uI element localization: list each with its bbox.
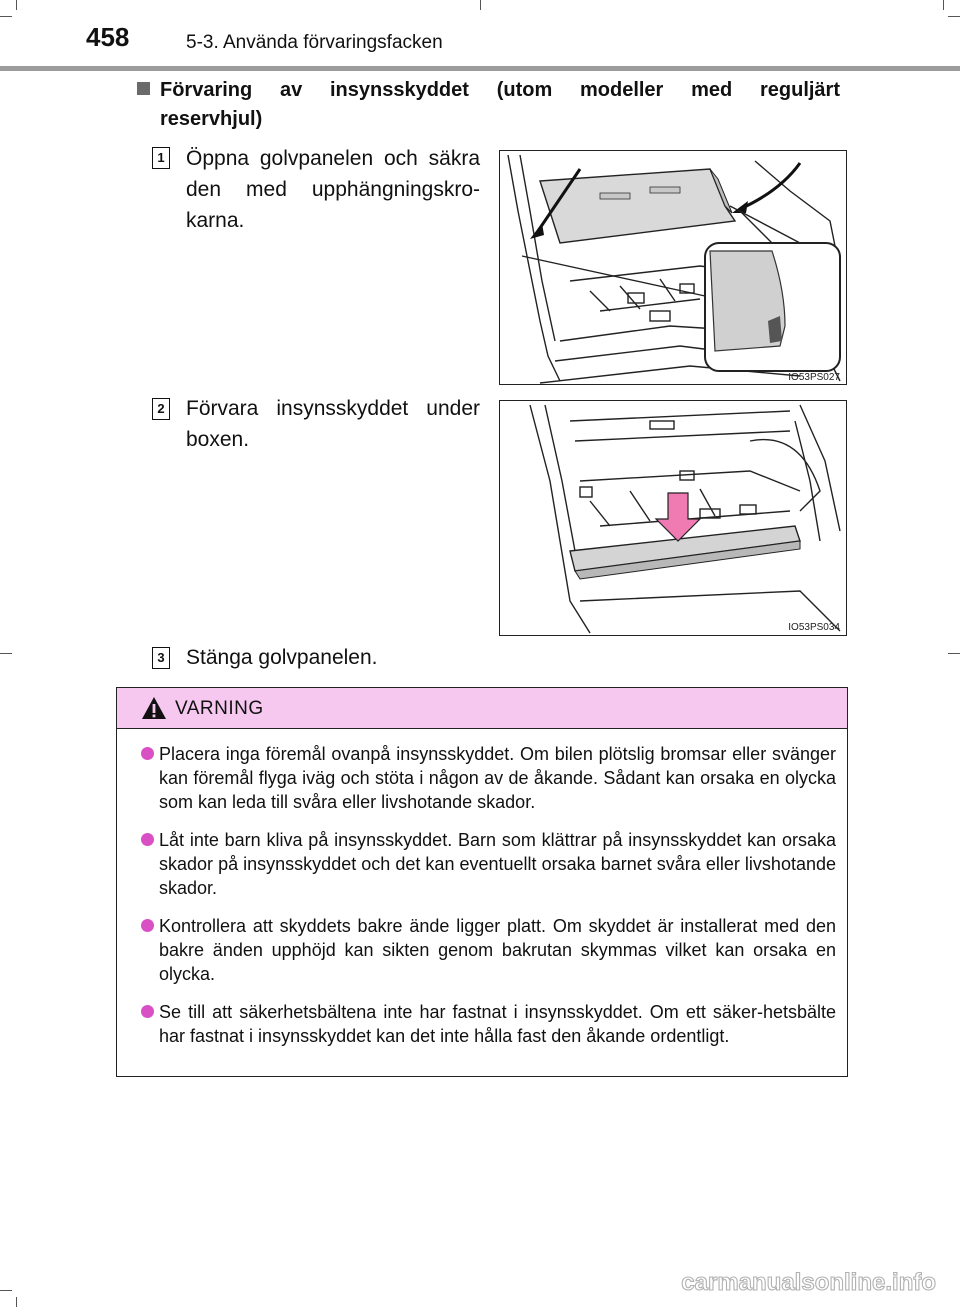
warning-box	[116, 687, 848, 1077]
warning-item	[141, 828, 836, 900]
crop-mark	[0, 1290, 12, 1291]
crop-mark	[0, 16, 12, 17]
crop-mark	[943, 0, 944, 10]
warning-header	[117, 688, 847, 729]
step-2-text	[186, 393, 480, 455]
step-1-line: Öppna golvpanelen och säkra	[186, 147, 480, 170]
warning-title: VARNING	[175, 698, 264, 719]
cargo-area-illustration	[500, 151, 846, 384]
step-3-text	[186, 642, 480, 673]
step-1-line: den med upphängningskro-	[186, 178, 480, 201]
crop-mark	[16, 1297, 17, 1307]
crop-mark	[948, 653, 960, 654]
crop-mark	[480, 0, 481, 10]
step-3-badge: 3	[152, 647, 170, 669]
section-title: 5-3. Använda förvaringsfacken	[186, 32, 443, 53]
bullet-dot-icon	[141, 747, 154, 760]
bullet-dot-icon	[141, 1005, 154, 1018]
warning-item	[141, 1000, 836, 1048]
figure-code-2: IO53PS034	[788, 622, 840, 633]
warning-item	[141, 914, 836, 986]
step-1-badge: 1	[152, 147, 170, 169]
step-3-line: Stänga golvpanelen.	[186, 646, 378, 669]
cargo-area-illustration-2	[500, 401, 846, 635]
warning-item	[141, 742, 836, 814]
watermark-logo	[640, 1262, 940, 1302]
figure-code-1: IO53PS027	[788, 372, 840, 383]
step-2-badge: 2	[152, 398, 170, 420]
square-bullet-icon	[137, 82, 150, 95]
subsection-heading	[137, 76, 840, 134]
heading-line-1: Förvaring av insynsskyddet (utom modeller med reguljärt	[160, 79, 840, 101]
header-rule	[0, 66, 960, 71]
bullet-dot-icon	[141, 833, 154, 846]
figure-open-floor-panel	[499, 150, 847, 385]
warning-item-text: Se till att säkerhetsbältena inte har fastnat i insynsskyddet. Om ett säker-hetsbälte har fastnat i insynsskyddet kan det inte hålla fast den åkande ordentligt.	[159, 1002, 836, 1046]
crop-mark	[948, 16, 960, 17]
bullet-dot-icon	[141, 919, 154, 932]
step-2-line: boxen.	[186, 428, 250, 451]
page-number: 458	[86, 22, 130, 52]
step-1-text	[186, 143, 480, 236]
watermark-text: carmanualsonline.info	[681, 1269, 936, 1296]
heading-line-2: reservhjul)	[160, 108, 263, 130]
step-2-line: Förvara insynsskyddet under	[186, 397, 480, 420]
warning-triangle-icon	[141, 696, 167, 720]
crop-mark	[0, 653, 12, 654]
warning-item-text: Placera inga föremål ovanpå insynsskyddet. Om bilen plötslig bromsar eller svänger kan föremål flyga iväg och stöta i någon av de åkande. Sådant kan orsaka en olycka som kan leda till svåra eller livshotande skador.	[159, 744, 836, 812]
warning-item-text: Låt inte barn kliva på insynsskyddet. Barn som klättrar på insynsskyddet kan orsaka skador på insynsskyddet och det kan eventuellt orsaka barnet svåra eller livshotande skador.	[159, 830, 836, 898]
step-1-line: karna.	[186, 209, 245, 232]
warning-item-text: Kontrollera att skyddets bakre ände ligger platt. Om skyddet är installerat med den bakre änden upphöjd kan sikten genom bakrutan skymmas vilket kan orsaka en olycka.	[159, 916, 836, 984]
figure-store-cover	[499, 400, 847, 636]
warning-list	[141, 742, 836, 1062]
crop-mark	[16, 0, 17, 10]
